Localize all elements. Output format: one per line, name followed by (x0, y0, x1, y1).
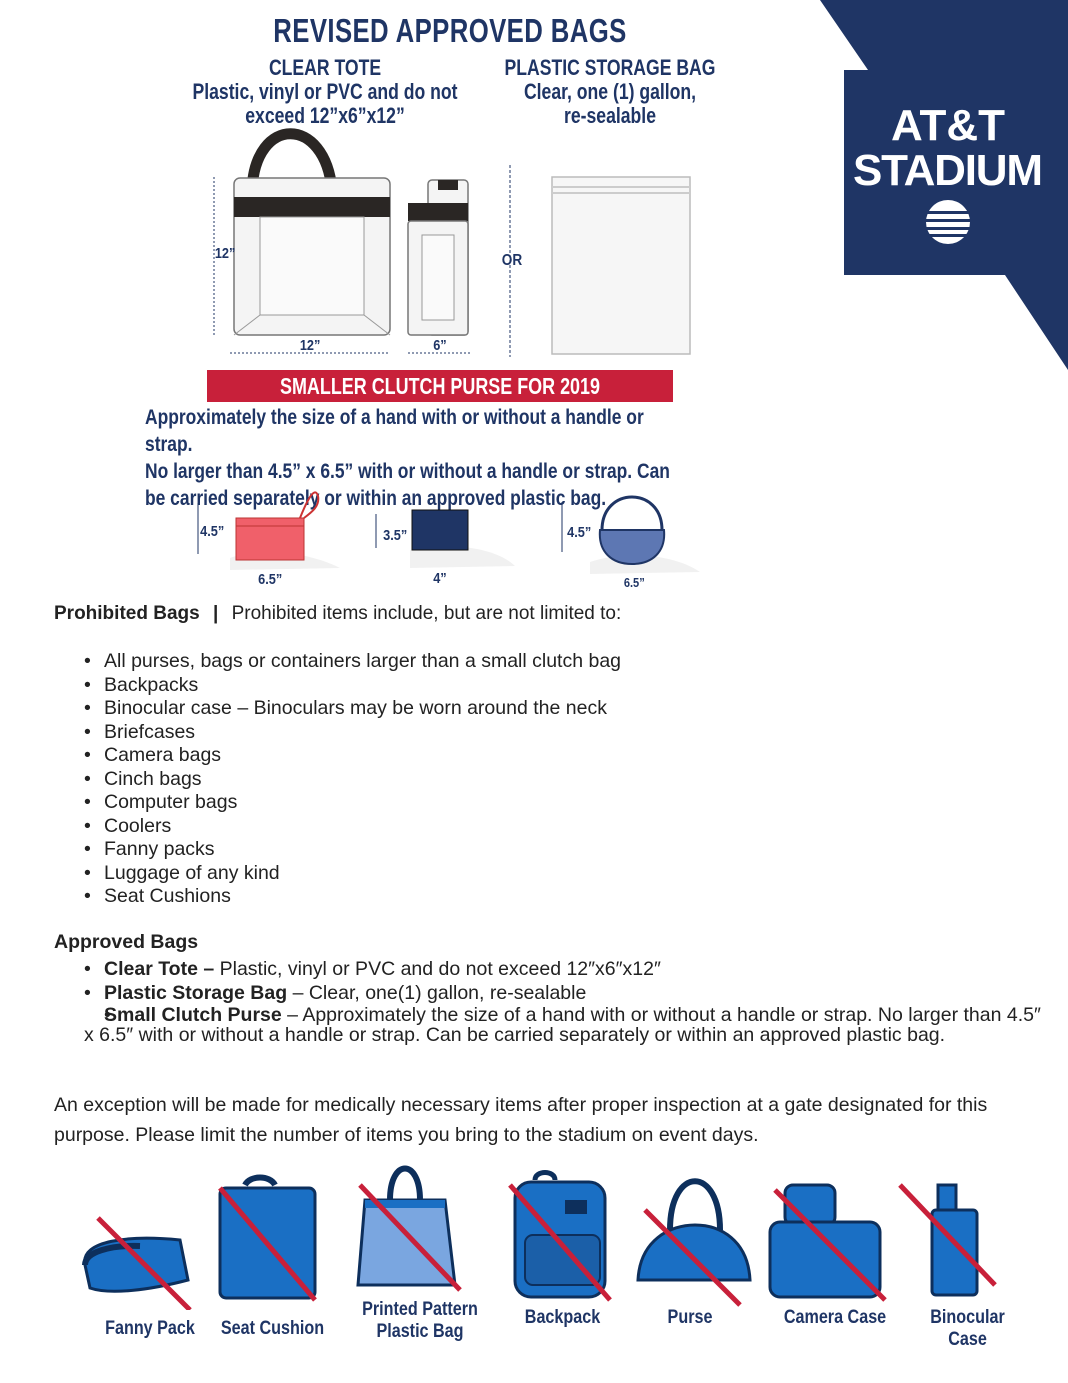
prohibited-bags-heading: Prohibited Bags (54, 603, 200, 624)
approved-bags-illustration (200, 125, 720, 365)
purse-3-height: 4.5” (567, 524, 592, 541)
list-item: • Briefcases (84, 721, 621, 745)
list-item: • Seat Cushions (84, 885, 621, 909)
purse-1-height: 4.5” (200, 523, 225, 540)
exception-note: An exception will be made for medically necessary items after proper inspection at a gate designated for this purpose. Please limit the number of items you bring to the stadium on event days. (54, 1094, 988, 1146)
list-item: • Camera bags (84, 744, 621, 768)
plastic-bag-heading-block (498, 56, 722, 128)
list-item: • Computer bags (84, 791, 621, 815)
purse-3-width: 6.5” (623, 575, 645, 590)
binocular-case-label: Binocular Case (930, 1307, 1005, 1350)
logo-line-2: STADIUM (853, 146, 1043, 195)
purse-label: Purse (667, 1307, 713, 1328)
binocular-case-icon (900, 1185, 995, 1295)
page-title: REVISED APPROVED BAGS (273, 12, 627, 49)
fanny-pack-icon (85, 1218, 190, 1310)
list-item (84, 958, 1044, 982)
tote-depth-dimension: 6” (433, 337, 447, 354)
printed-pattern-label (356, 1299, 484, 1343)
clear-tote-front-image (234, 134, 390, 335)
list-item (84, 1005, 1044, 1045)
approved-item-text: Plastic, vinyl or PVC and do not exceed 12″x6″x12″ (214, 958, 661, 980)
clear-tote-heading: CLEAR TOTE (268, 55, 382, 80)
plastic-storage-bag-image (552, 177, 690, 354)
prohibited-bags-icons (70, 1160, 1030, 1310)
list-item: • Cinch bags (84, 768, 621, 792)
list-item: • All purses, bags or containers larger than a small clutch bag (84, 650, 621, 674)
list-item: • Binocular case – Binoculars may be worn around the neck (84, 697, 621, 721)
prohibited-intro: Prohibited items include, but are not limited to: (231, 603, 622, 624)
backpack-icon (510, 1173, 610, 1301)
printed-pattern-label-line-2: Plastic Bag (376, 1321, 464, 1342)
printed-pattern-bag-icon (358, 1169, 460, 1291)
list-item: • Fanny packs (84, 838, 621, 862)
approved-items-list (84, 958, 1044, 1045)
purse-2-height: 3.5” (383, 527, 408, 544)
logo-line-1: AT&T (890, 101, 1006, 150)
clear-tote-heading-block (185, 56, 465, 128)
prohibited-bags-line (54, 603, 621, 625)
approved-item-text: – Clear, one(1) gallon, re-sealable (287, 981, 587, 1004)
list-item: • Coolers (84, 815, 621, 839)
prohibited-items-list (84, 650, 621, 909)
purse-1-width: 6.5” (258, 571, 283, 588)
list-item (84, 982, 1044, 1006)
list-item: • Backpacks (84, 674, 621, 698)
seat-cushion-label: Seat Cushion (220, 1318, 325, 1339)
tote-width-dimension: 12” (299, 337, 321, 354)
plastic-bag-line-1: Clear, one (1) gallon, (523, 79, 697, 104)
purse-icon (638, 1181, 750, 1305)
approved-item-label: Small Clutch Purse (104, 1004, 282, 1026)
seat-cushion-icon (220, 1178, 315, 1301)
clutch-desc-line-2: No larger than 4.5” x 6.5” with or without a handle or strap. Can (145, 460, 670, 483)
clear-tote-line-2: exceed 12”x6”x12” (245, 103, 405, 128)
clutch-desc-line-1: Approximately the size of a hand with or without a handle or strap. (145, 406, 644, 456)
approved-bags-heading: Approved Bags (54, 931, 199, 953)
or-label: OR (501, 252, 523, 269)
camera-case-icon (770, 1185, 885, 1300)
clear-tote-side-image (408, 180, 468, 335)
fanny-pack-label: Fanny Pack (105, 1318, 195, 1339)
tote-height-dimension: 12” (214, 245, 236, 262)
prohibited-separator: | (212, 603, 219, 624)
plastic-bag-heading: PLASTIC STORAGE BAG (504, 55, 716, 80)
clutch-purse-banner (207, 370, 673, 402)
clear-tote-line-1: Plastic, vinyl or PVC and do not (192, 79, 458, 104)
approved-item-label: Clear Tote – (104, 958, 215, 980)
purse-2-width: 4” (433, 570, 447, 587)
backpack-label: Backpack (524, 1307, 601, 1328)
plastic-bag-line-2: re-sealable (564, 103, 656, 128)
approved-item-text: – Approximately the size of a hand with or without a handle or strap. No larger than 4.5″ x 6.5″ with or without a handle or strap. Can be carried separately or within an approved plastic bag. (84, 1004, 1041, 1046)
att-stadium-logo-banner (820, 0, 1068, 370)
clutch-desc-line-3: be carried separately or within an approved plastic bag. (145, 487, 607, 510)
clutch-purse-banner-text: SMALLER CLUTCH PURSE FOR 2019 (280, 373, 600, 399)
approved-item-label: Plastic Storage Bag (104, 981, 288, 1004)
att-globe-icon (926, 200, 970, 244)
printed-pattern-label-line-1: Printed Pattern (362, 1299, 478, 1320)
list-item: • Luggage of any kind (84, 862, 621, 886)
camera-case-label: Camera Case (783, 1307, 887, 1328)
